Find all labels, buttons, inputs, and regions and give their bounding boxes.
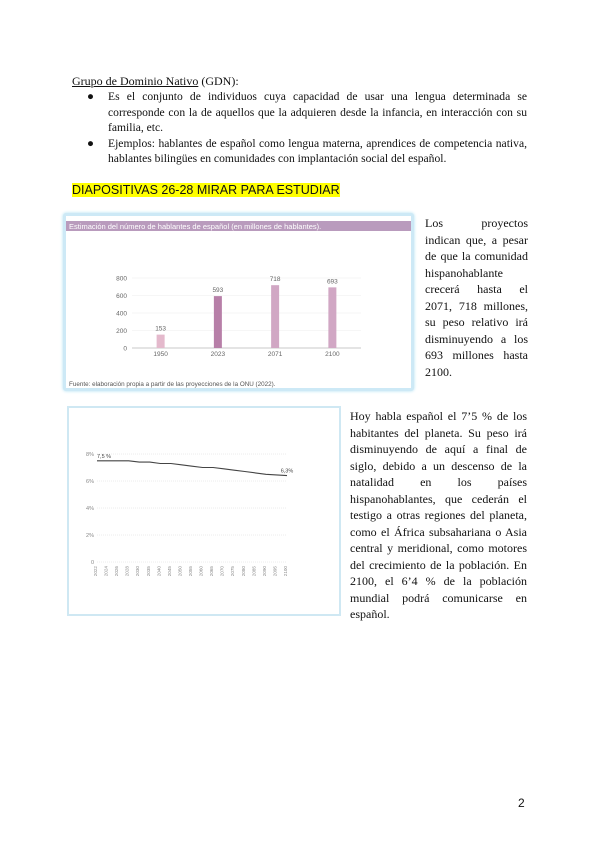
bar <box>214 296 222 348</box>
line-chart-frame <box>67 406 341 616</box>
x-tick-label: 2040 <box>156 566 162 577</box>
highlighted-heading <box>72 183 340 197</box>
x-tick-label: 2100 <box>325 351 340 358</box>
gdn-abbr: (GDN): <box>198 74 239 88</box>
x-tick-label: 2022 <box>93 566 98 577</box>
x-tick-label: 2070 <box>219 566 225 577</box>
y-tick-label: 200 <box>116 328 127 335</box>
page-number: 2 <box>518 796 525 810</box>
paragraph-2: Hoy habla español el 7’5 % de los habitantes del planeta. Su peso irá disminuyendo de aquí a final de siglo, debido a un descenso de la natalidad en los países hispanohablantes, que cederán el testigo a otras regiones del planeta, como el África subsahariana o Asia central y meridional, como motores del crecimiento de la población. En 2100, el 6’4 % de la población mundial podrá comunicarse en español. <box>350 409 527 621</box>
x-tick-label: 2060 <box>198 566 204 577</box>
x-tick-label: 2080 <box>240 566 246 577</box>
x-tick-label: 2095 <box>272 566 278 577</box>
bullet-icon: ● <box>87 90 95 103</box>
x-tick-label: 2071 <box>267 351 283 358</box>
x-tick-label: 2026 <box>114 566 120 577</box>
x-tick-label: 2050 <box>177 566 183 577</box>
list-item <box>72 136 527 167</box>
x-tick-label: 2085 <box>251 566 257 577</box>
x-tick-label: 2023 <box>210 351 226 358</box>
data-label: 718 <box>269 276 281 284</box>
chart-title: Estimación del número de hablantes de español (en millones de hablantes). <box>69 222 322 231</box>
bullet-text-2: Ejemplos: hablantes de español como lengua materna, aprendices de competencia nativa, hablantes bilingües en comunidades con implantación social del español. <box>108 136 527 165</box>
y-tick-label: 8% <box>86 452 94 458</box>
y-tick-label: 600 <box>116 293 127 300</box>
bullet-icon: ● <box>87 136 95 150</box>
paragraph-1: Los proyectos indican que, a pesar de que la comunidad hispanohablante crecerá hasta el 2071, 718 millones, su peso relativo irá disminuyendo a los 693 millones hasta 2100. <box>425 216 528 379</box>
bar <box>157 335 165 348</box>
x-tick-label: 2055 <box>188 566 193 577</box>
y-tick-label: 0 <box>123 345 127 353</box>
start-data-label: 7,5 % <box>97 453 112 460</box>
x-tick-label: 2090 <box>261 566 267 577</box>
data-label: 693 <box>326 278 338 286</box>
y-tick-label: 4% <box>86 506 94 512</box>
bar <box>271 285 279 348</box>
bullet-text-1: Es el conjunto de individuos cuya capacidad de usar una lengua determinada se corresponde con la de aquellos que la adquieren desde la infancia, en interacción con su familia, etc. <box>108 90 527 134</box>
y-tick-label: 6% <box>86 479 94 485</box>
x-tick-label: 1950 <box>153 351 168 358</box>
data-label: 153 <box>155 325 167 333</box>
y-tick-label: 800 <box>116 275 127 283</box>
y-tick-label: 2% <box>86 533 94 539</box>
x-tick-label: 2100 <box>283 566 288 577</box>
x-tick-label: 2065 <box>209 566 215 577</box>
y-tick-label: 0 <box>90 560 94 566</box>
x-tick-label: 2028 <box>124 566 130 577</box>
chart-source: Fuente: elaboración propia a partir de las proyecciones de la ONU (2022). <box>69 381 276 388</box>
gdn-heading <box>72 73 532 89</box>
x-tick-label: 2024 <box>103 566 109 577</box>
list-item <box>72 89 527 136</box>
x-tick-label: 2030 <box>135 566 141 577</box>
series-line <box>97 461 287 476</box>
x-tick-label: 2045 <box>166 566 172 577</box>
bar-chart-frame <box>63 213 414 391</box>
x-tick-label: 2075 <box>230 566 236 577</box>
y-tick-label: 400 <box>116 310 127 318</box>
bar-chart <box>66 216 411 388</box>
gdn-term: Grupo de Dominio Nativo <box>72 74 199 88</box>
x-tick-label: 2035 <box>145 566 151 577</box>
definition-list <box>72 89 527 167</box>
highlighted-heading-text: DIAPOSITIVAS 26-28 MIRAR PARA ESTUDIAR <box>72 183 340 197</box>
line-chart <box>69 408 339 614</box>
end-data-label: 6,3% <box>280 468 294 475</box>
data-label: 593 <box>212 287 224 295</box>
bar <box>328 287 336 348</box>
